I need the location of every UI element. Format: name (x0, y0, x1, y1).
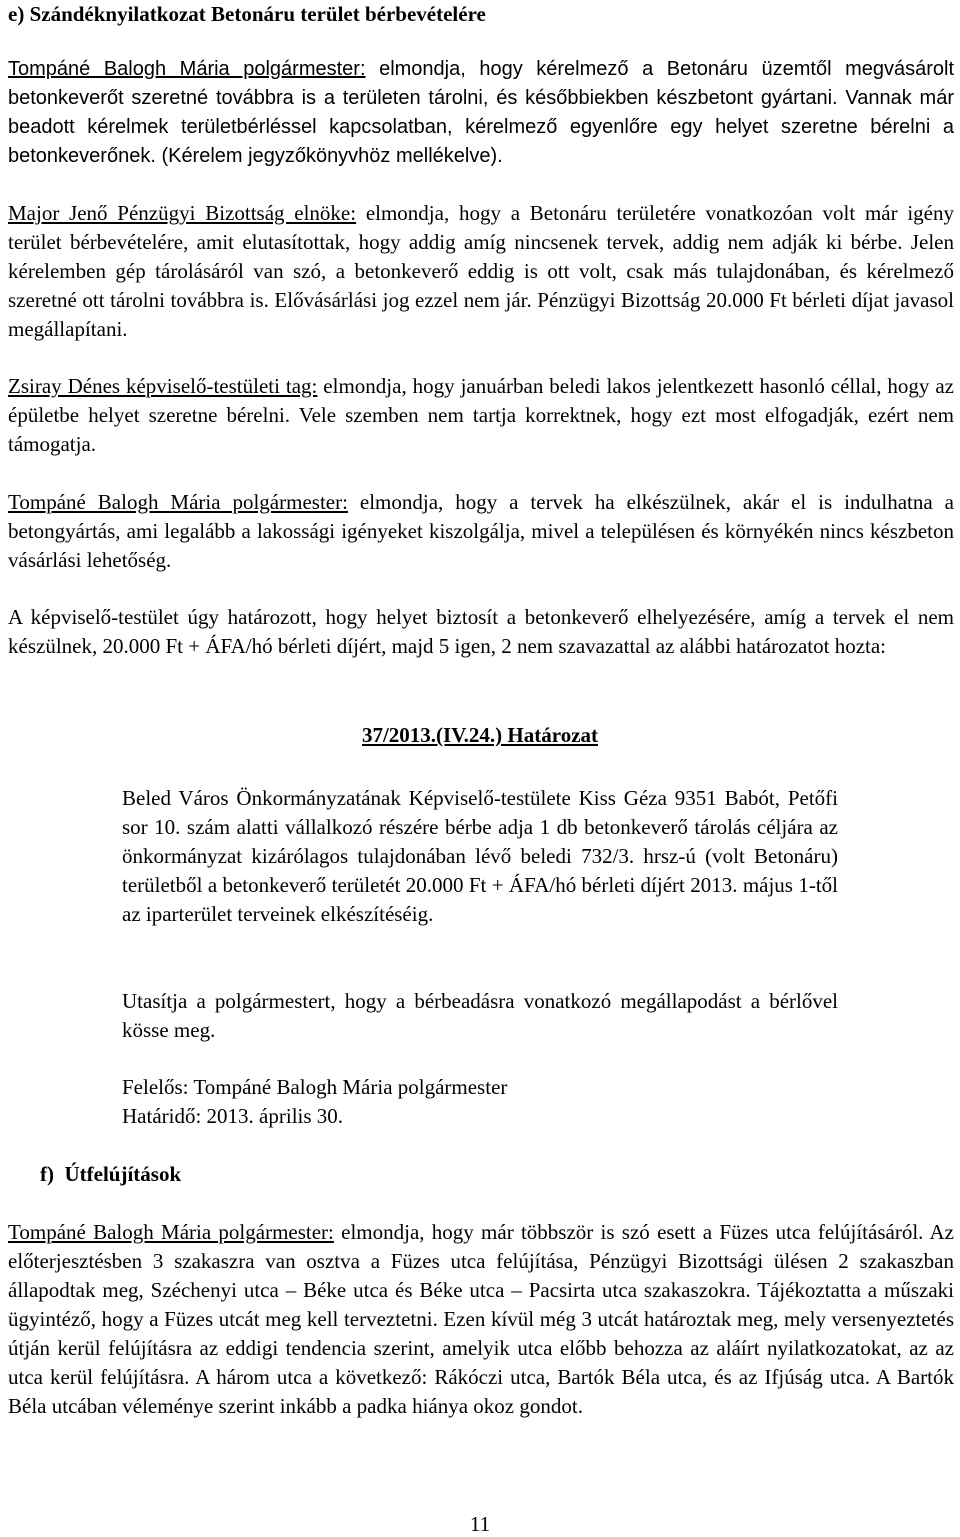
paragraph-finance-committee (8, 199, 954, 344)
speaker-label: Tompáné Balogh Mária polgármester: (8, 1220, 334, 1244)
paragraph-text: elmondja, hogy kérelmező a Betonáru üzemtől megvásárolt betonkeverőt szeretné továbbra is a területen tárolni, és későbbiekben készbetont gyártani. Vannak már beadott kérelmek területbérléssel kapcsolatban, kérelmező egyenlőre egy helyet szeretne bérelni a betonkeverőnek. (Kérelem jegyzőkönyvhöz mellékelve). (8, 58, 955, 167)
paragraph-mayor-2 (8, 488, 954, 575)
resolution-instruction: Utasítja a polgármestert, hogy a bérbeadásra vonatkozó megállapodást a bérlővel kösse meg. (122, 989, 838, 1042)
paragraph-text: elmondja, hogy a Betonáru területére vonatkozóan volt már igény terület bérbevételére, amit elutasítottak, hogy addig amíg nincsenek tervek, addig nem adják ki bérbe. Jelen kérelemben gép tárolásáról van szó, a betonkeverő eddig is ott volt, csak más tulajdonában, és kérelmező szeretné ott tárolni továbbra is. Elővásárlási jog ezzel nem jár. Pénzügyi Bizottság 20.000 Ft bérleti díjat javasol megállapítani. (8, 201, 954, 341)
paragraph-text: elmondja, hogy már többször is szó esett a Füzes utca felújításáról. Az előterjesztésben 3 szakaszra van osztva a Füzes utca felújítása, Pénzügyi Bizottsági ülésen 2 szakaszban állapodtak meg, Széchenyi utca – Béke utca és Béke utca – Pacsirta utca szakaszokra. Tájékoztatta a műszaki ügyintéző, hogy a Füzes utcát meg kell terveztetni. Ezen kívül még 3 utcát határoztak meg, mely versenyeztetés útján kerül felújításra az eddigi tendencia szerint, amelyik utca előbb behozza az aláírt nyilatkozatokat, az az utca kerül felújításra. A három utca a következő: Rákóczi utca, Bartók Béla utca, és az Ifjúság utca. A Bartók Béla utcában véleménye szerint inkább a padka hiánya okoz gondot. (8, 1220, 954, 1418)
paragraph-road-renovation (8, 1218, 954, 1421)
paragraph-text: elmondja, hogy januárban beledi lakos jelentkezett hasonló céllal, hogy az épületbe helyet szeretne bérelni. Vele szemben nem tartja korrektnek, hogy ezt most elfogadják, ezért nem támogatja. (8, 374, 954, 456)
speaker-label: Major Jenő Pénzügyi Bizottság elnöke: (8, 201, 357, 225)
speaker-label: Tompáné Balogh Mária polgármester: (8, 490, 348, 514)
paragraph-mayor-1 (8, 55, 954, 171)
resolution-title: 37/2013.(IV.24.) Határozat (361, 723, 599, 747)
resolution-deadline: Határidő: 2013. április 30. (122, 1104, 344, 1128)
paragraph-decision (8, 603, 954, 661)
resolution-responsible: Felelős: Tompáné Balogh Mária polgármester (122, 1075, 508, 1099)
paragraph-text: elmondja, hogy a tervek ha elkészülnek, akár el is indulhatna a betongyártás, ami legalább a lakossági igényeket kiszolgálja, mivel a településen és környékén nincs készbeton vásárlási lehetőség. (8, 490, 954, 572)
paragraph-representative (8, 372, 954, 459)
section-e-heading: e) Szándéknyilatkozat Betonáru terület bérbevételére (8, 2, 486, 26)
resolution-body: Beled Város Önkormányzatának Képviselő-testülete Kiss Géza 9351 Babót, Petőfi sor 10. szám alatti vállalkozó részére bérbe adja 1 db betonkeverő tárolás céljára az önkormányzat kizárólagos tulajdonában lévő beledi 732/3. hrsz-ú (volt Betonáru) területből a betonkeverő területét 20.000 Ft + ÁFA/hó bérleti díjért 2013. május 1-től az iparterület terveinek elkészítéséig. (122, 786, 838, 926)
page-number: 11 (469, 1512, 491, 1536)
paragraph-text: A képviselő-testület úgy határozott, hogy helyet biztosít a betonkeverő elhelyezésére, amíg a tervek el nem készülnek, 20.000 Ft + ÁFA/hó bérleti díjért, majd 5 igen, 2 nem szavazattal az alábbi határozatot hozta: (8, 605, 954, 658)
section-f-heading: f) Útfelújítások (40, 1162, 182, 1186)
speaker-label: Tompáné Balogh Mária polgármester: (8, 58, 366, 80)
speaker-label: Zsiray Dénes képviselő-testületi tag: (8, 374, 318, 398)
